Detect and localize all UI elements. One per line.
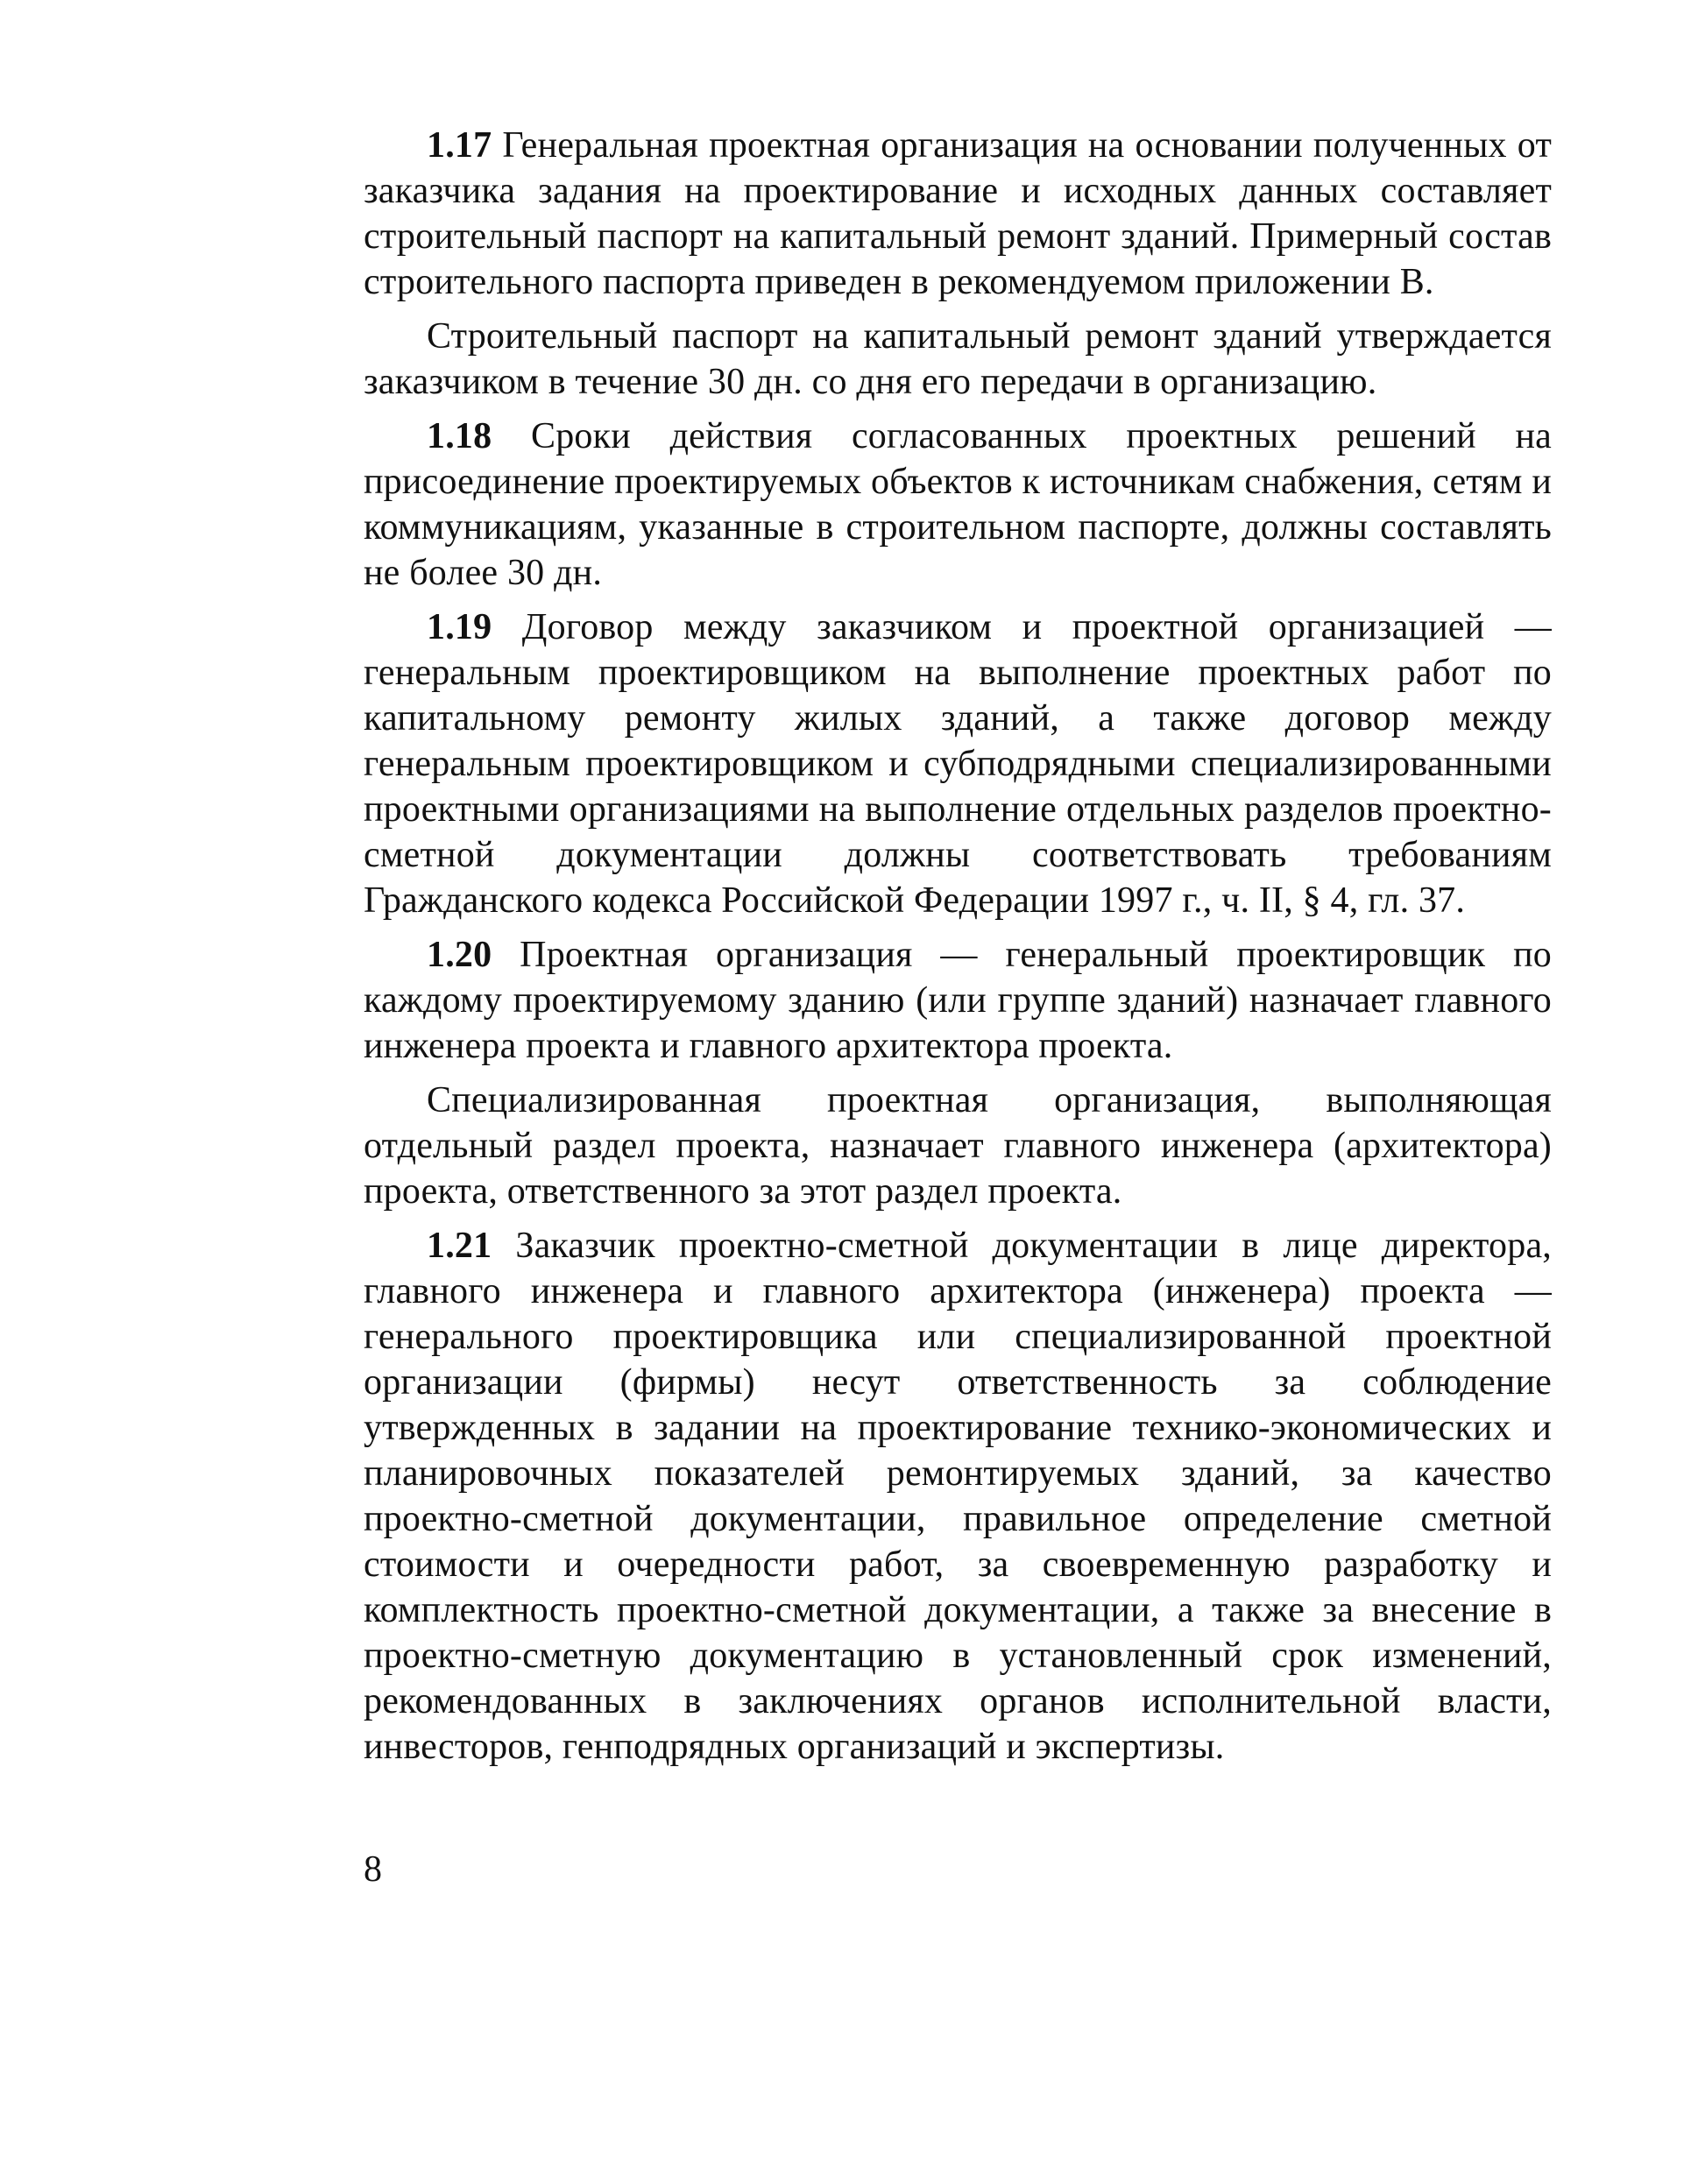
- clause-number: 1.18: [427, 416, 492, 456]
- paragraph-1-21: [364, 1223, 1552, 1770]
- paragraph-1-19: [364, 604, 1552, 923]
- paragraph-text: Проектная организация — генеральный проектировщик по каждому проектируемому зданию (или группе зданий) назначает главного инженера проекта и главного архитектора проекта.: [364, 935, 1552, 1066]
- paragraph-text: Специализированная проектная организация, выполняющая отдельный раздел проекта, назначает главного инженера (архитектора) проекта, ответственного за этот раздел проекта.: [364, 1080, 1552, 1212]
- clause-number: 1.19: [427, 607, 492, 647]
- clause-number: 1.20: [427, 935, 492, 975]
- document-body: [364, 123, 1552, 1778]
- paragraph-1-17: [364, 123, 1552, 305]
- paragraph-1-20: [364, 932, 1552, 1069]
- paragraph-text: Договор между заказчиком и проектной организацией — генеральным проектировщиком на выполнение проектных работ по капитальному ремонту жилых зданий, а также договор между генеральным проектировщиком и субподрядными специализированными проектными организациями на выполнение отдельных разделов проектно-сметной документации должны соответствовать требованиям Гражданского кодекса Российской Федерации 1997 г., ч. II, § 4, гл. 37.: [364, 607, 1552, 921]
- paragraph-1-17-continued: [364, 314, 1552, 405]
- clause-number: 1.21: [427, 1226, 492, 1266]
- page-number: 8: [364, 1849, 382, 1890]
- paragraph-text: Строительный паспорт на капитальный ремонт зданий утверждается заказчиком в течение 30 дн. со дня его передачи в организацию.: [364, 316, 1552, 402]
- paragraph-1-18: [364, 413, 1552, 596]
- clause-number: 1.17: [427, 125, 492, 166]
- paragraph-text: Сроки действия согласованных проектных решений на присоединение проектируемых объектов к источникам снабжения, сетям и коммуникациям, указанные в строительном паспорте, должны составлять не более 30 дн.: [364, 416, 1552, 593]
- paragraph-text: Генеральная проектная организация на основании полученных от заказчика задания на проектирование и исходных данных составляет строительный паспорт на капитальный ремонт зданий. Примерный состав строительного паспорта приведен в рекомендуемом приложении В.: [364, 125, 1552, 302]
- paragraph-1-20-continued: [364, 1078, 1552, 1214]
- paragraph-text: Заказчик проектно-сметной документации в лице директора, главного инженера и главного архитектора (инженера) проекта — генерального проектировщика или специализированной проектной организации (фирмы) несут ответственность за соблюдение утвержденных в задании на проектирование технико-экономических и планировочных показателей ремонтируемых зданий, за качество проектно-сметной документации, правильное определение сметной стоимости и очередности работ, за своевременную разработку и комплектность проектно-сметной документации, а также за внесение в проектно-сметную документацию в установленный срок изменений, рекомендованных в заключениях органов исполнительной власти, инвесторов, генподрядных организаций и экспертизы.: [364, 1226, 1552, 1767]
